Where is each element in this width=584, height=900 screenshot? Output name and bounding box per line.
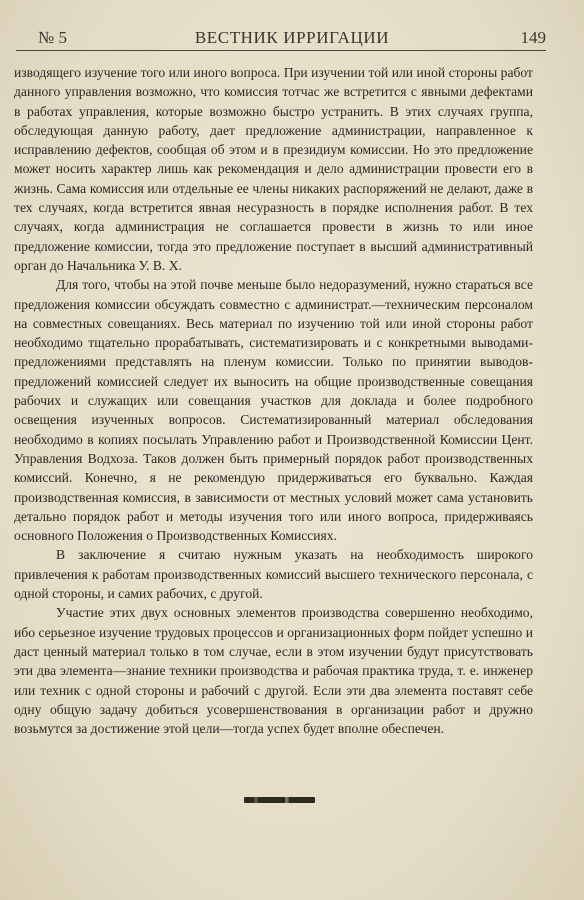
issue-number: № 5: [38, 28, 67, 47]
page-number: 149: [520, 28, 546, 47]
paragraph-continuation: изводящего изучение того или иного вопроса. При изучении той или иной стороны работ данного управления возможно, что комиссия тотчас же встретится с явными дефектами в работах управления, которые возможно быстро устранить. В этих случаях группа, обследующая данную работу, дает предложение администрации, направленное к исправлению дефектов, сообщая об этом и в президиум комиссии. Но это предложение может носить характер лишь как рекомендация и дело администрации провести его в жизнь. Сама комиссия или отдельные ее члены никаких распоряжений не делают, даже в тех случаях, когда встретится явная несуразность в порядке исполнения работ. В тех случаях, когда администрация не соглашается провести в жизнь то или иное предложение комиссии, тогда это предложение поступает в высший административный орган до Начальника У. В. Х.: [14, 65, 533, 273]
paragraph: В заключение я считаю нужным указать на необходимость широкого привлечения к работам производственных комиссий высшего технического персонала, с одной стороны, и самих рабочих, с другой.: [14, 547, 533, 602]
journal-title: ВЕСТНИК ИРРИГАЦИИ: [194, 28, 390, 47]
end-ornament: [244, 797, 315, 803]
paragraph: Участие этих двух основных элементов производства совершенно необходимо, ибо серьезное изучение трудовых процессов и организационных форм пойдет успешно и даст ценный материал только в том случае, если в этом изучении будут присутствовать эти два элемента—знание техники производства и рабочая практика труда, т. е. инженер или техник с одной стороны и рабочий с другой. Если эти два элемента поставят себе одну общую задачу добиться усовершенствования в организации работ и дружно возьмутся за достижение этой цели—тогда успех будет вполне обеспечен.: [14, 605, 533, 737]
header-rule: [16, 50, 546, 51]
page-header: [38, 26, 546, 52]
article-body: [14, 63, 533, 738]
paragraph: Для того, чтобы на этой почве меньше было недоразумений, нужно стараться все предложения комиссии обсуждать совместно с администрат.—техническим персоналом на совместных совещаниях. Весь материал по изучению той или иной стороны работ необходимо тщательно прорабатывать, систематизировать и с конкретными выводами-предложениями представлять на пленум комиссии. Только по принятии выводов-предложений комиссией следует их выносить на общие производственные совещания рабочих и служащих или совещания участков для доклада и более подробного освещения изученных вопросов. Систематизированный материал обследования необходимо в копиях посылать Управлению работ и Производственной Комиссии Цент. Управления Водхоза. Таков должен быть примерный порядок работ производственных комиссий. Конечно, я не рекомендую придерживаться его буквально. Каждая производственная комиссия, в зависимости от местных условий может сама установить детально порядок работ и методы изучения того или иного вопроса, придерживаясь основного Положения о Производственных Комиссиях.: [14, 277, 533, 544]
